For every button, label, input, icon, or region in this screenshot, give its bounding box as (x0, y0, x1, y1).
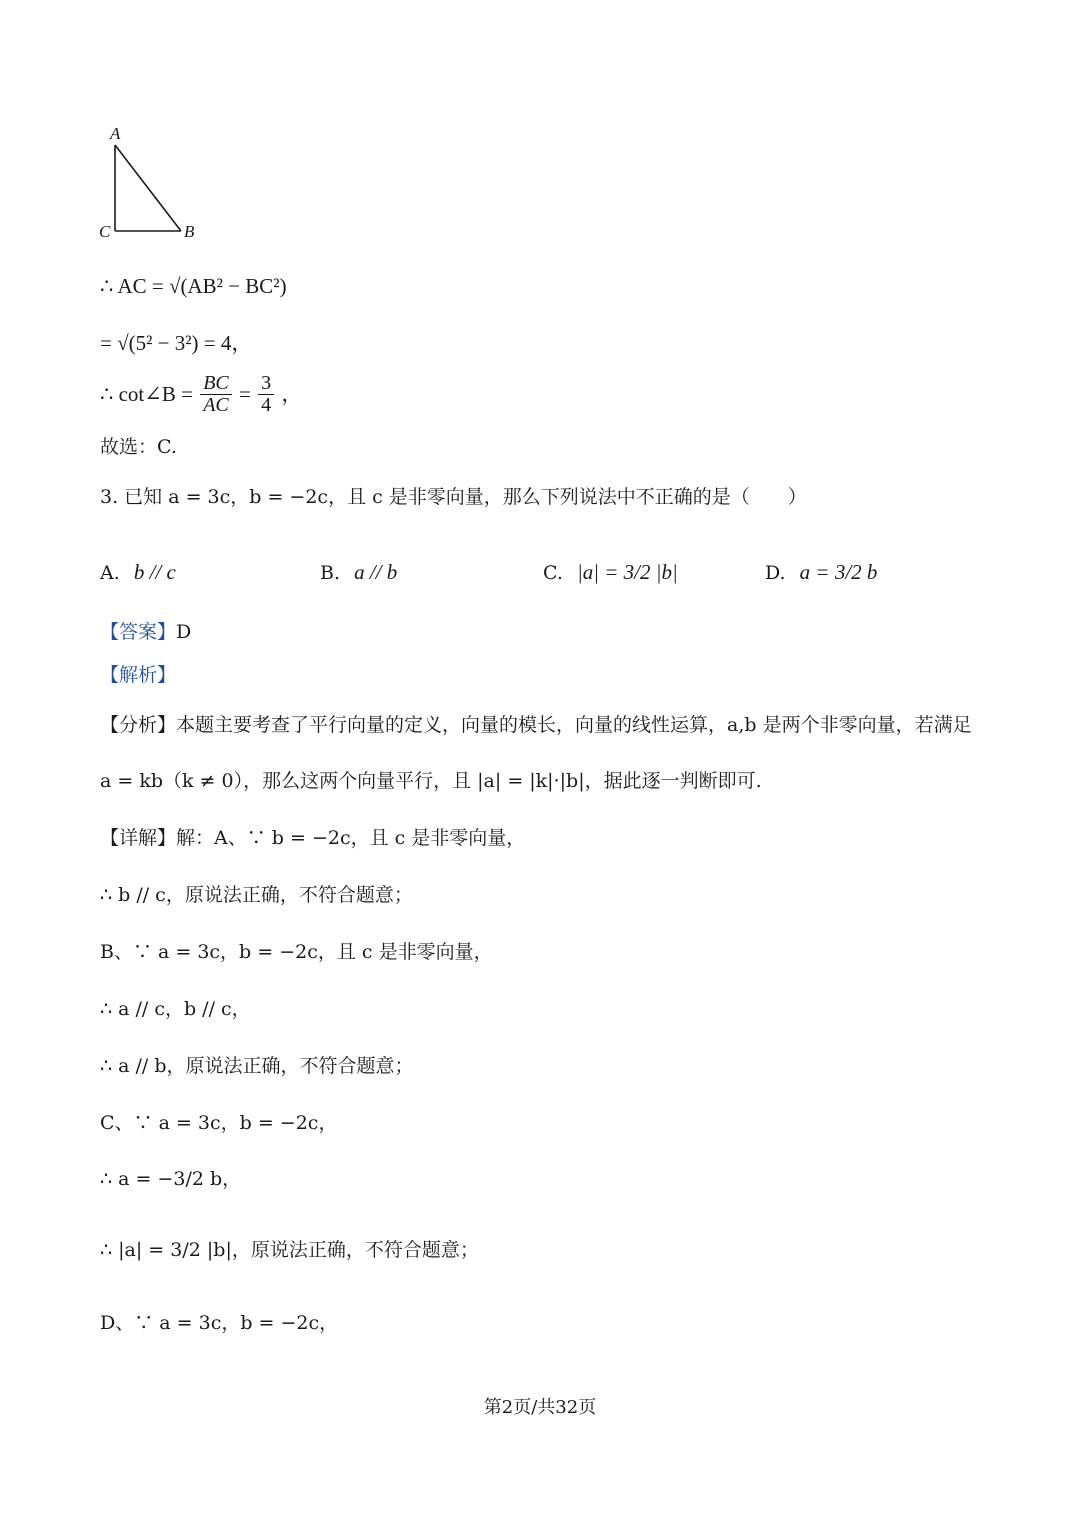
solution-line-2: = √(5² − 3²) = 4， (100, 331, 253, 355)
option-c-text: |a| = 3/2 |b| (576, 560, 678, 584)
detail-line-3: B、∵ a = 3c，b = −2c，且 c 是非零向量， (100, 941, 493, 963)
fenxi-text-1: 本题主要考查了平行向量的定义，向量的模长，向量的线性运算，a,b 是两个非零向量，若满足 (176, 714, 972, 736)
cot-equals: = (239, 382, 251, 406)
cot-fraction-den: AC (203, 394, 229, 416)
option-d-label: D. (765, 562, 786, 584)
fenxi-tag: 【分析】 (100, 714, 177, 736)
solution-line-3 (100, 373, 302, 416)
cot-suffix: ， (281, 382, 303, 406)
option-d-text: a = 3/2 b (799, 560, 878, 584)
detail-line-7: ∴ a = −3/2 b， (100, 1168, 242, 1190)
vertex-label-a: A (110, 124, 121, 143)
detail-line-5: ∴ a // b，原说法正确，不符合题意； (100, 1055, 414, 1077)
option-a (100, 560, 176, 585)
choice-line: 故选：C. (100, 436, 177, 458)
cot-value (258, 373, 274, 416)
answer-line (100, 623, 191, 642)
cot-value-den: 4 (261, 394, 272, 416)
detail-text-1: 解：A、∵ b = −2c，且 c 是非零向量， (176, 827, 526, 849)
option-c-label: C. (543, 562, 563, 584)
detail-line-8: ∴ |a| = 3/2 |b|，原说法正确，不符合题意； (100, 1239, 479, 1261)
option-b-label: B. (320, 562, 341, 584)
detail-line-2: ∴ b // c，原说法正确，不符合题意； (100, 884, 413, 906)
analysis-tag: 【解析】 (100, 664, 177, 686)
option-b-text: a // b (354, 560, 398, 584)
detail-tag: 【详解】 (100, 827, 177, 849)
option-b (320, 560, 397, 585)
option-d (765, 560, 877, 585)
vertex-label-b: B (184, 222, 195, 241)
option-a-label: A. (100, 562, 120, 584)
detail-line-9: D、∵ a = 3c，b = −2c， (100, 1312, 339, 1334)
fenxi-line-2: a = kb（k ≠ 0），那么这两个向量平行，且 |a| = |k|·|b|，据此逐一判断即可. (100, 770, 762, 792)
page-footer: 第2页/共32页 (483, 1397, 597, 1418)
detail-line-4: ∴ a // c，b // c， (100, 998, 251, 1020)
answer-tag: 【答案】 (100, 621, 177, 643)
cot-fraction (200, 373, 232, 416)
detail-line-6: C、∵ a = 3c，b = −2c， (100, 1112, 338, 1134)
question-3-stem: 3. 已知 a = 3c，b = −2c，且 c 是非零向量，那么下列说法中不正确的是（ ） (100, 486, 807, 508)
solution-line-1: ∴ AC = √(AB² − BC²) (100, 274, 287, 298)
side-ab (115, 145, 181, 231)
cot-fraction-num: BC (200, 373, 232, 395)
fenxi-line-1 (100, 716, 972, 735)
option-a-text: b // c (133, 560, 176, 584)
detail-line-1 (100, 829, 525, 848)
vertex-label-c: C (99, 222, 111, 241)
cot-prefix: ∴ cot∠B = (100, 382, 193, 406)
cot-value-num: 3 (258, 373, 274, 395)
option-c (543, 560, 678, 585)
answer-value: D (176, 621, 192, 643)
